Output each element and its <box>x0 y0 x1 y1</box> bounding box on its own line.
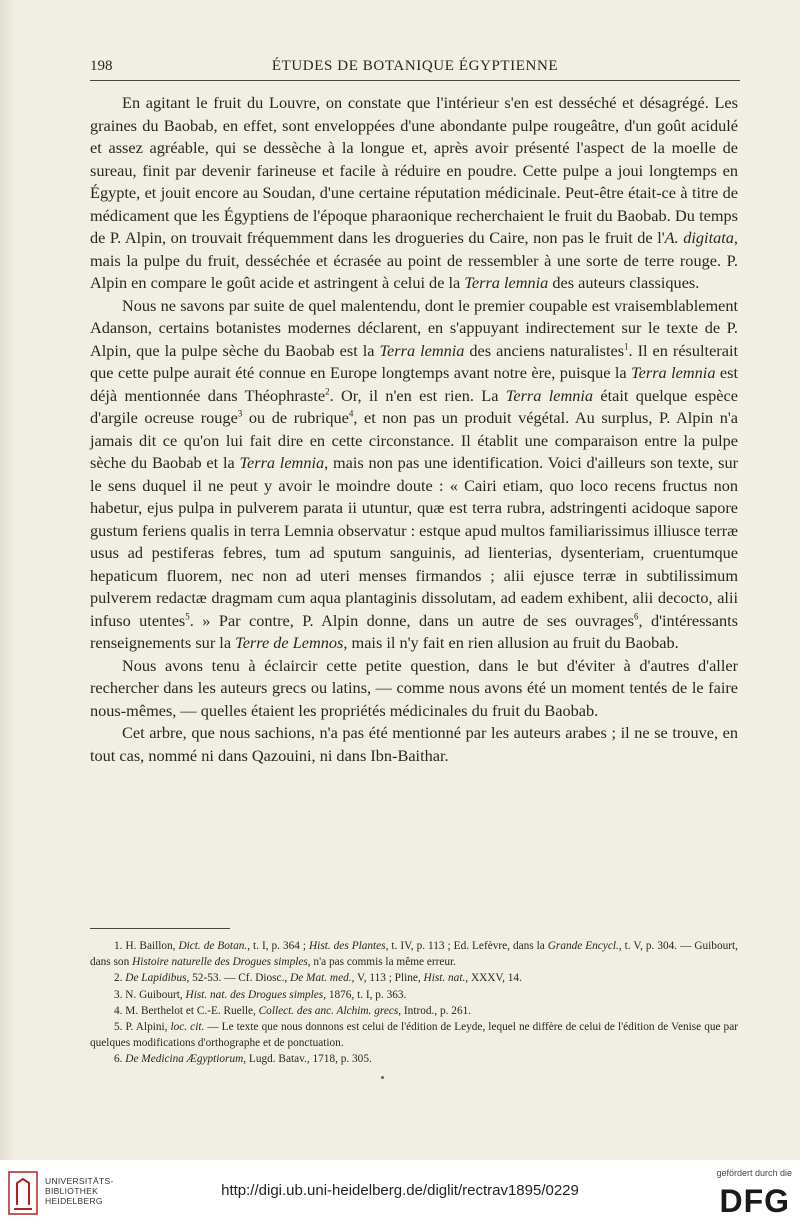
footnotes <box>90 938 738 1068</box>
text-run: , t. I, p. 364 ; <box>247 940 310 952</box>
italic-text: Terra lemnia <box>505 385 594 405</box>
text-run: des anciens naturalistes <box>464 340 625 360</box>
footnote-ref: 3 <box>237 408 243 419</box>
text-run: , Introd., p. 261. <box>398 1004 472 1017</box>
text-run: ou de rubrique <box>242 408 349 427</box>
text-run: Nous avons tenu à éclaircir cette petite question, dans le but d'éviter à d'autres d'aller rechercher dans les auteurs grecs ou latins, — comme nous avons été un moment tentés de le faire nous-mêmes, — quelles étaient les propriétés médicinales du fruit du Baobab. <box>90 655 738 720</box>
text-run: 6. <box>114 1053 126 1066</box>
institution-line: HEIDELBERG <box>45 1196 103 1206</box>
ink-speck <box>381 1076 384 1079</box>
text-run: , 1876, t. I, p. 363. <box>323 988 407 1001</box>
text-run: 5. P. Alpini, <box>114 1021 171 1034</box>
digitization-footer <box>0 1160 800 1226</box>
italic-text: Terra lemnia <box>464 273 549 292</box>
text-run: , t. IV, p. 113 ; Ed. Lefèvre, dans la <box>385 940 548 952</box>
footnote <box>90 987 738 1003</box>
running-title: ÉTUDES DE BOTANIQUE ÉGYPTIENNE <box>271 58 559 74</box>
italic-text: Hist. nat. <box>423 972 466 985</box>
text-run: , mais il n'y fait en rien allusion au fruit du Baobab. <box>343 633 679 652</box>
text-run: , t. V, p. 304. — Guibourt, dans son <box>90 940 738 969</box>
text-run: . Or, il n'en est rien. La <box>329 385 506 405</box>
italic-text: De Lapidibus <box>125 972 187 985</box>
footnote-ref: 4 <box>348 408 354 419</box>
text-run: , et non pas un produit végétal. Au surplus, P. Alpin n'a jamais dit ce qu'on lui fait dire en cette circonstance. Il établit une comparaison entre la pulpe sèche du Baobab et la <box>90 408 739 472</box>
paragraph <box>90 655 738 723</box>
text-run: était quelque espèce d'argile ocreuse rouge <box>90 385 738 427</box>
text-run: Nous ne savons par suite de quel malentendu, dont le premier coupable est vraisemblablement Adanson, certains botanistes modernes déclarent, en s'appuyant indirectement sur le texte de P. Alpin, que la pulpe sèche du Baobab est la <box>90 295 738 360</box>
footnote <box>90 970 738 986</box>
text-run: est déjà mentionnée dans Théophraste <box>90 363 739 405</box>
italic-text: loc. cit. <box>170 1021 205 1034</box>
italic-text: A. digitata <box>664 228 734 247</box>
paragraph <box>90 295 738 655</box>
text-run: Cet arbre, que nous sachions, n'a pas été mentionné par les auteurs arabes ; il ne se trouve, en tout cas, nommé ni dans Qazouini, ni dans Ibn-Baithar. <box>90 723 738 765</box>
institution-line: BIBLIOTHEK <box>45 1186 99 1196</box>
italic-text: Terre de Lemnos <box>235 633 344 652</box>
text-run: 3. N. Guibourt, <box>114 988 186 1001</box>
italic-text: De Medicina Ægyptiorum <box>125 1053 244 1066</box>
italic-text: De Mat. med. <box>290 972 352 985</box>
text-run: En agitant le fruit du Louvre, on constate que l'intérieur s'en est desséché et désagrégé. Les graines du Baobab, en effet, sont enveloppées d'une abondante pulpe rougeâtre, d'un goût acidulé et assez agréable, qui se dessèche à la longue et, après avoir présenté l'aspect de la moelle de sureau, finit par devenir farineuse et facile à réduire en poudre. Cette pulpe a joui longtemps en Égypte, et jouit encore au Soudan, d'une certaine réputation médicinale. Peut-être était-ce à titre de médicament que les Égyptiens de l'époque pharaonique recherchaient le fruit du Baobab. Du temps de P. Alpin, on trouvait fréquemment dans les drogueries du Caire, non pas le fruit de l' <box>90 93 738 247</box>
paragraph <box>90 92 738 295</box>
text-run: . Il en résulterait que cette pulpe aurait été connue en Europe longtemps avant notre ère, puisque la <box>90 340 738 382</box>
text-run: 1. H. Baillon, <box>114 940 179 952</box>
italic-text: Collect. des anc. Alchim. grecs <box>258 1004 399 1017</box>
footnote-ref: 1 <box>624 341 629 352</box>
footnote <box>90 1019 738 1051</box>
italic-text: Terra lemnia <box>631 363 716 382</box>
text-run: , n'a pas commis la même erreur. <box>307 956 456 969</box>
text-run: des auteurs classiques. <box>548 273 700 292</box>
text-run: , Lugd. Batav., 1718, p. 305. <box>243 1053 372 1066</box>
footnote-ref: 2 <box>325 386 330 397</box>
text-run: — Le texte que nous donnons est celui de l'édition de Leyde, lequel ne diffère de celui de l'édition de Venise que par quelques modifications d'orthographe et de ponctuation. <box>90 1021 738 1050</box>
footnote-ref: 5 <box>185 611 190 622</box>
page-number: 198 <box>90 58 113 74</box>
footnote-ref: 6 <box>633 611 639 622</box>
main-text <box>90 92 738 767</box>
text-run: . » Par contre, P. Alpin donne, dans un autre de ses ouvrages <box>189 610 634 630</box>
page-header <box>90 58 740 81</box>
paragraph <box>90 722 738 767</box>
italic-text: Histoire naturelle des Drogues simples <box>132 956 308 969</box>
italic-text: Terra lemnia <box>379 340 465 360</box>
permalink-url[interactable]: http://digi.ub.uni-heidelberg.de/diglit/rectrav1895/0229 <box>221 1182 579 1199</box>
dfg-logo: DFG <box>719 1183 790 1219</box>
text-run: , 52-53. — Cf. Diosc., <box>186 972 291 985</box>
italic-text: Hist. des Plantes <box>309 940 386 952</box>
italic-text: Terra lemnia <box>239 453 325 472</box>
footnote <box>90 938 738 970</box>
text-run: , d'intéressants renseignements sur la <box>90 610 738 652</box>
italic-text: Dict. de Botan. <box>178 940 248 952</box>
text-run: , mais non pas une identification. Voici d'ailleurs son texte, sur le sens duquel il ne peut y avoir le moindre doute : « Cairi etiam, quo loco recens fructus non habetur, ejus pulpa in pulverem parata ii utuntur, quæ est terra rubra, adstringenti acidoque sapore gustum feriens qualis in terra Lemnia observatur : estque apud multos familiarissimus illiusce terræ usus ad pestiferas febres, tum ad sputum sanguinis, ad lienterias, dysenteriam, cruentumque hepaticum fluorem, nec non ad uteri menses firmandos ; alii ejusce terræ in subtilissimum pulverem redactæ dragmam cum aqua plantaginis dissolutam, ad eadem exhibent, alii decocto, alii infuso utentes <box>90 453 739 630</box>
funding-note: gefördert durch die <box>716 1168 792 1178</box>
text-run: 4. M. Berthelot et C.-E. Ruelle, <box>114 1004 259 1017</box>
text-run: 2. <box>114 972 126 985</box>
footnote <box>90 1003 738 1019</box>
footnote <box>90 1051 738 1067</box>
text-run: , mais la pulpe du fruit, desséchée et écrasée au point de ressembler à une sorte de terre rouge. P. Alpin en compare le goût acide et astringent à celui de la <box>90 228 738 292</box>
institution-line: UNIVERSITÄTS- <box>45 1176 114 1186</box>
italic-text: Hist. nat. des Drogues simples <box>185 988 324 1001</box>
text-run: , XXXV, 14. <box>465 972 522 985</box>
footnote-separator <box>90 928 230 929</box>
italic-text: Grande Encycl. <box>547 940 619 952</box>
text-run: , V, 113 ; Pline, <box>351 972 424 985</box>
